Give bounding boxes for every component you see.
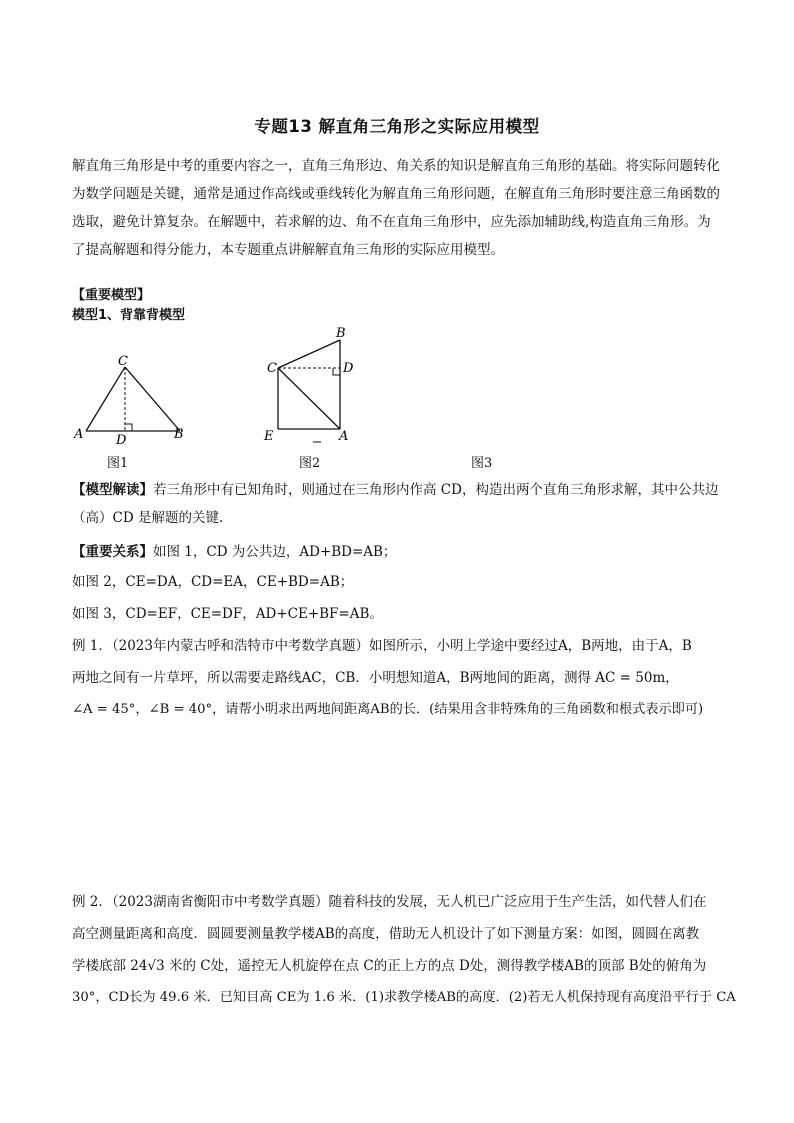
interpretation-text: 若三角形中有已知角时，则通过在三角形内作高 CD，构造出两个直角三角形求解，其中公共边（高）CD 是解题的关键. — [72, 482, 719, 526]
figure-2-label: 图2 — [299, 456, 321, 471]
example1-line-1: 例 1．（2023年内蒙古呼和浩特市中考数学真题）如图所示，小明上学途中要经过A，B两地，由于A，B — [72, 638, 692, 654]
section-head: 【重要模型】 — [72, 288, 151, 303]
fig2-point-b: B — [336, 326, 346, 341]
intro-paragraph: 解直角三角形是中考的重要内容之一，直角三角形边、角关系的知识是解直角三角形的基础。将实际问题转化为数学问题是关键，通常是通过作高线或垂线转化为解直角三角形问题，在解直角三角形时要注意三角函数的选取，避免计算复杂。在解题中，若求解的边、角不在直角三角形中，应先添加辅助线,构造直角三角形。为了提高解题和得分能力，本专题重点讲解解直角三角形的实际应用模型。 — [72, 158, 720, 258]
example1-line-3: ∠A = 45°，∠B = 40°，请帮小明求出两地间距离AB的长．(结果用含非特殊角的三角函数和根式表示即可) — [72, 702, 704, 717]
fig1-point-c: C — [118, 354, 128, 369]
page-title: 专题13 解直角三角形之实际应用模型 — [254, 117, 540, 136]
example2-line-2: 高空测量距离和高度．圆圆要测量教学楼AB的高度，借助无人机设计了如下测量方案：如图，圆圆在离教 — [72, 926, 700, 942]
relations-line-2: 如图 2，CE=DA，CD=EA，CE+BD=AB； — [72, 574, 354, 590]
relation-1-text: 如图 1，CD 为公共边，AD+BD=AB； — [153, 544, 397, 560]
fig2-point-e: E — [264, 429, 274, 444]
fig1-point-b: B — [174, 427, 184, 442]
figure-3-label: 图3 — [471, 456, 493, 471]
example2-line-1: 例 2．（2023湖南省衡阳市中考数学真题）随着科技的发展，无人机已广泛应用于生产生活，如代替人们在 — [72, 894, 707, 910]
fig2-point-a: A — [339, 429, 349, 444]
model1-head: 模型1、背靠背模型 — [72, 308, 186, 323]
model-interpretation — [72, 476, 724, 532]
relations-line-1 — [72, 538, 724, 566]
figure-1-diagram — [70, 350, 200, 450]
example2-line-4: 30°，CD长为 49.6 米．已知目高 CE为 1.6 米．(1)求教学楼AB的高度．(2)若无人机保持现有高度沿平行于 CA — [72, 990, 736, 1005]
example2-line-3: 学楼底部 24√3 米的 C处，遥控无人机旋停在点 C的正上方的点 D处，测得教学楼AB的顶部 B处的俯角为 — [72, 958, 707, 974]
figure-1-label: 图1 — [107, 456, 129, 471]
fig2-point-d: D — [343, 361, 354, 376]
fig1-point-a: A — [74, 427, 84, 442]
figure-2-diagram — [255, 322, 365, 447]
interpretation-head: 【模型解读】 — [72, 482, 153, 498]
fig1-point-d: D — [116, 433, 127, 448]
example1-line-2: 两地之间有一片草坪，所以需要走路线AC，CB．小明想知道A，B两地间的距离，测得 AC = 50m， — [72, 670, 679, 686]
fig2-point-c: C — [267, 361, 277, 376]
relations-line-3: 如图 3，CD=EF，CE=DF，AD+CE+BF=AB。 — [72, 606, 383, 622]
relations-head: 【重要关系】 — [72, 544, 153, 560]
